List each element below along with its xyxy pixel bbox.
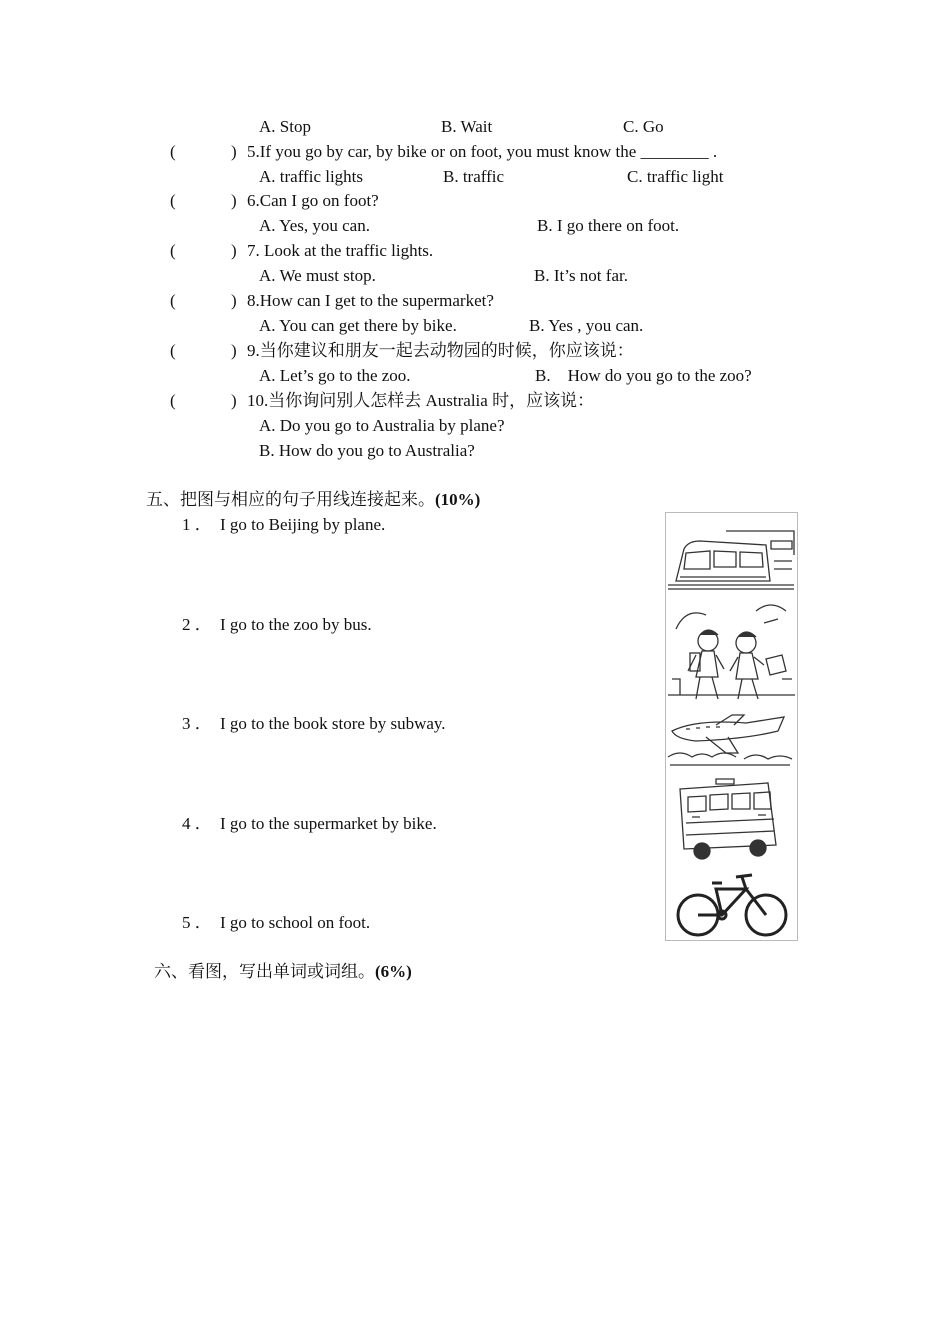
q4-option-a: A. Stop	[259, 117, 311, 136]
q8-stem: 8.How can I get to the supermarket?	[247, 291, 494, 310]
section5-score: (10%)	[435, 490, 481, 509]
q6-stem: 6.Can I go on foot?	[247, 191, 379, 210]
q7-open-paren: (	[170, 241, 176, 260]
section6-score: (6%)	[375, 962, 412, 981]
q10-option-a: A. Do you go to Australia by plane?	[259, 416, 505, 435]
match-text: I go to the supermarket by bike.	[220, 814, 437, 833]
walking-children-picture	[666, 599, 797, 707]
q6-open-paren: (	[170, 191, 176, 210]
match-sentence-2	[182, 615, 372, 635]
q6-close-paren: )	[231, 191, 237, 210]
q10-option-b: B. How do you go to Australia?	[259, 441, 475, 460]
q5-option-c: C. traffic light	[627, 167, 724, 186]
match-number: 1 ．	[182, 515, 212, 534]
bus-picture	[666, 775, 797, 863]
q7-stem: 7. Look at the traffic lights.	[247, 241, 434, 260]
q9-option-a: A. Let’s go to the zoo.	[259, 366, 411, 385]
match-sentence-4	[182, 814, 437, 834]
q7-option-a: A. We must stop.	[259, 266, 376, 285]
section6-title: 六、看图，写出单词或词组。	[154, 962, 375, 981]
q8-open-paren: (	[170, 291, 176, 310]
q4-option-b: B. Wait	[441, 117, 493, 136]
q9-close-paren: )	[231, 341, 237, 360]
q5-option-b: B. traffic	[443, 167, 505, 186]
match-text: I go to the book store by subway.	[220, 714, 446, 733]
match-number: 3 ．	[182, 714, 212, 733]
match-sentence-1	[182, 515, 385, 535]
q9-open-paren: (	[170, 341, 176, 360]
match-number: 2 ．	[182, 615, 212, 634]
q9-stem: 9.当你建议和朋友一起去动物园的时候，你应该说：	[247, 341, 634, 360]
match-number: 5 ．	[182, 913, 212, 932]
subway-train-picture	[666, 521, 797, 596]
bicycle-picture	[666, 867, 797, 941]
q8-option-b: B. Yes , you can.	[529, 316, 644, 335]
q5-open-paren: (	[170, 142, 176, 161]
airplane-picture	[666, 709, 797, 771]
q6-option-b: B. I go there on foot.	[537, 216, 680, 235]
match-text: I go to school on foot.	[220, 913, 371, 932]
picture-strip	[665, 512, 798, 941]
q5-stem: 5.If you go by car, by bike or on foot, you must know the ________ .	[247, 142, 718, 161]
q5-option-a: A. traffic lights	[259, 167, 364, 186]
q5-close-paren: )	[231, 142, 237, 161]
q7-close-paren: )	[231, 241, 237, 260]
section6-heading	[154, 962, 412, 982]
q6-option-a: A. Yes, you can.	[259, 216, 370, 235]
q10-close-paren: )	[231, 391, 237, 410]
match-number: 4 ．	[182, 814, 212, 833]
section5-title: 五、把图与相应的句子用线连接起来。	[146, 490, 435, 509]
match-text: I go to Beijing by plane.	[220, 515, 386, 534]
q8-close-paren: )	[231, 291, 237, 310]
q9-option-b: B. How do you go to the zoo?	[535, 366, 752, 385]
q10-stem: 10.当你询问别人怎样去 Australia 时，应该说：	[247, 391, 595, 410]
q10-open-paren: (	[170, 391, 176, 410]
section5-heading	[146, 490, 480, 510]
q8-option-a: A. You can get there by bike.	[259, 316, 457, 335]
q4-option-c: C. Go	[623, 117, 664, 136]
q7-option-b: B. It’s not far.	[534, 266, 628, 285]
match-sentence-5	[182, 913, 370, 933]
match-sentence-3	[182, 714, 446, 734]
match-text: I go to the zoo by bus.	[220, 615, 372, 634]
